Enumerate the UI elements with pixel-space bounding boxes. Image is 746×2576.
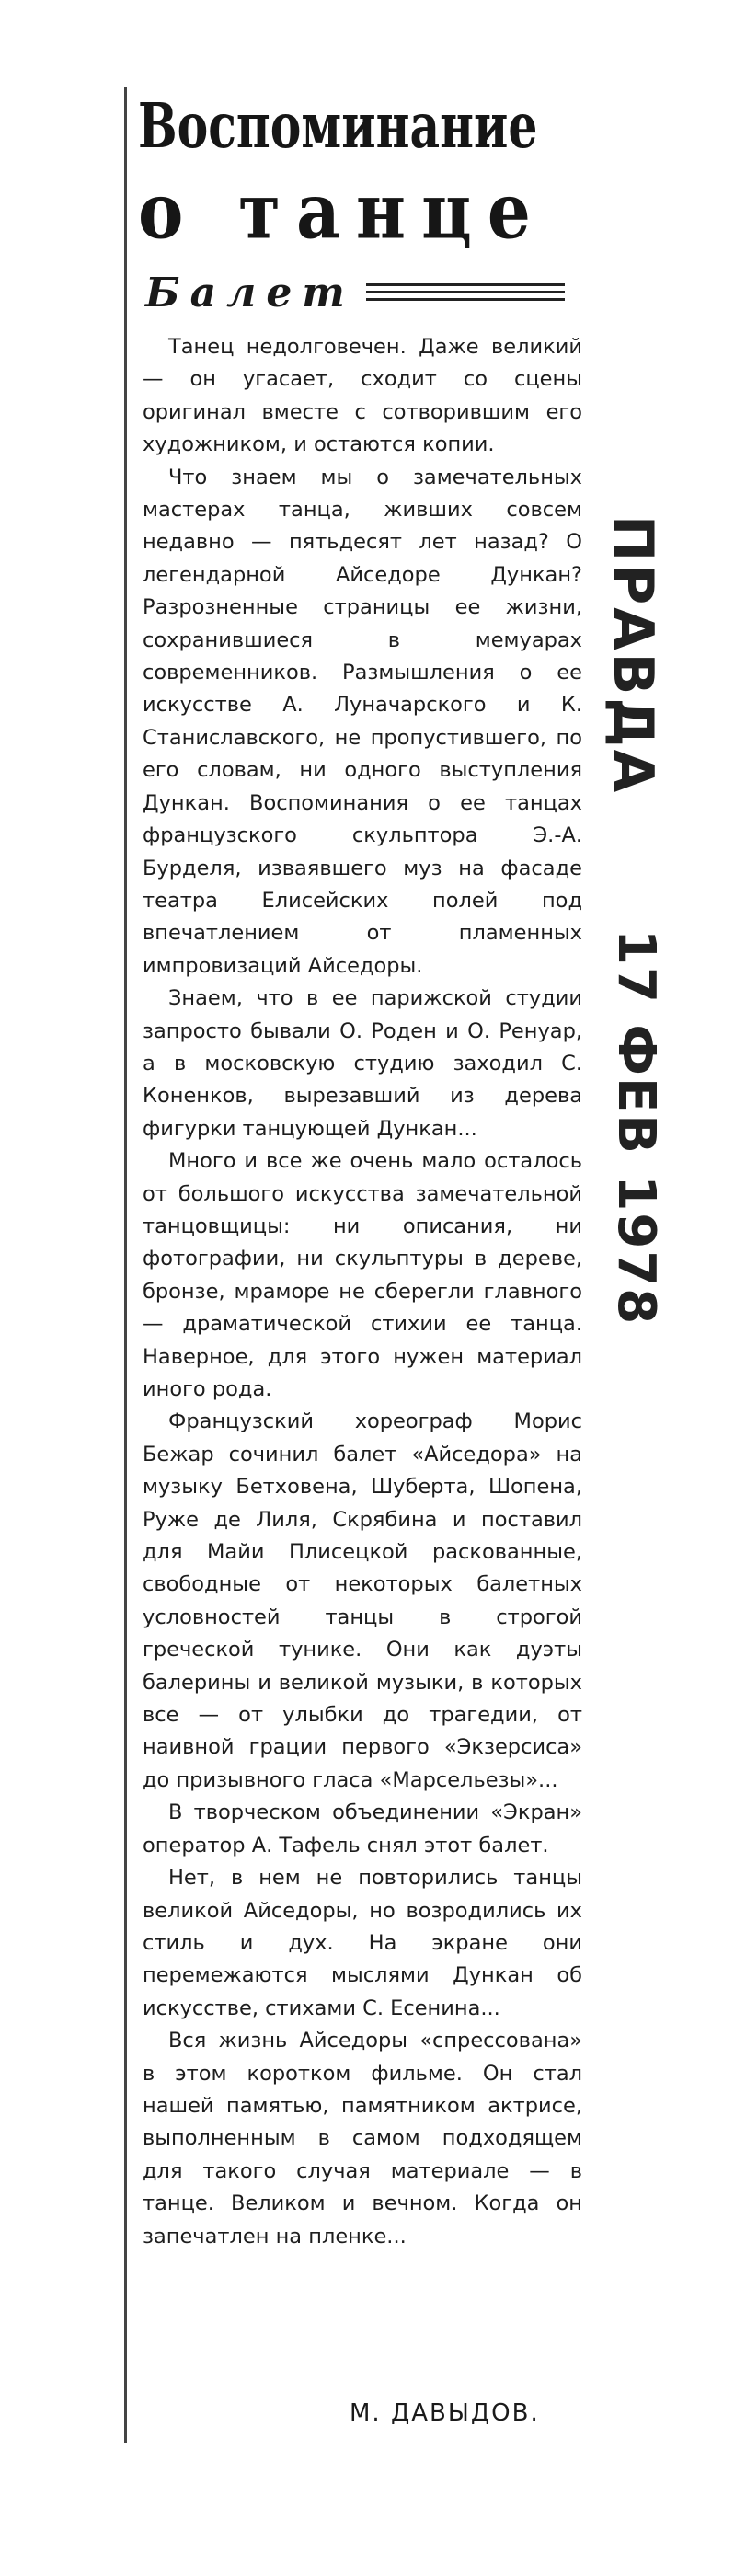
headline-line-1: Воспоминание	[138, 90, 538, 163]
section-rubric	[145, 265, 578, 320]
article-body	[143, 331, 582, 2253]
headline-line-2: о танце	[138, 167, 546, 257]
date-stamp-text: 17 ФЕВ 1978	[606, 929, 666, 1327]
paragraph-7: Нет, в нем не повторились танцы великой Айседоры, но возродились их стиль и дух. На экране они перемежаются мыслями Дункан об искусстве, стихами С. Есенина...	[143, 1866, 582, 2020]
paragraph-8: Вся жизнь Айседоры «спрессована» в этом коротком фильме. Он стал нашей памятью, памятником актрисе, выполненным в самом подходящем для такого случая материале — в танце. Великом и вечном. Когда он запечатлен на пленке...	[143, 2029, 582, 2248]
paragraph-5: Французский хореограф Морис Бежар сочинил балет «Айседора» на музыку Бетховена, Шуберта, Шопена, Руже де Лиля, Скрябина и поставил для Майи Плисецкой раскованные, свободные от некоторых балетных условностей танцы в строгой греческой тунике. Они как дуэты балерины и великой музыки, в которых все — от улыбки до трагедии, от наивной грации первого «Экзерсиса» до призывного гласа «Марсельезы»...	[143, 1409, 582, 1792]
article-headline	[138, 87, 570, 259]
rubric-label: Балет	[145, 269, 355, 316]
newspaper-stamp	[601, 515, 667, 796]
paragraph-2: Что знаем мы о замечательных мастерах танца, живших совсем недавно — пятьдесят лет назад? О легендарной Айседоре Дункан? Разрозненные страницы ее жизни, сохранившиеся в мемуарах современников. Размышления о ее искусстве А. Луначарского и К. Станиславского, не пропустившего, по его словам, ни одного выступления Дункан. Воспоминания о ее танцах французского скульптора Э.-А. Бурделя, изваявшего муз на фасаде театра Елисейских полей под впечатлением от пламенных импровизаций Айседоры.	[143, 465, 582, 978]
rubric-rules	[366, 283, 578, 302]
paragraph-6: В творческом объединении «Экран» оператор А. Тафель снял этот балет.	[143, 1800, 582, 1857]
paragraph-3: Знаем, что в ее парижской студии запросто бывали О. Роден и О. Ренуар, а в московскую студию заходил С. Коненков, вырезавший из дерева фигурки танцующей Дункан...	[143, 986, 582, 1141]
paragraph-1: Танец недолговечен. Даже великий — он угасает, сходит со сцены оригинал вместе с сотворившим его художником, и остаются копии.	[143, 335, 582, 457]
newspaper-stamp-text: ПРАВДА	[601, 515, 665, 796]
date-stamp	[606, 929, 671, 1327]
author-signature: М. ДАВЫДОВ.	[350, 2399, 540, 2427]
paragraph-4: Много и все же очень мало осталось от большого искусства замечательной танцовщицы: ни описания, ни фотографии, ни скульптуры в дереве, бронзе, мраморе не сберегли главного — драматической стихии ее танца. Наверное, для этого нужен материал иного рода.	[143, 1149, 582, 1401]
